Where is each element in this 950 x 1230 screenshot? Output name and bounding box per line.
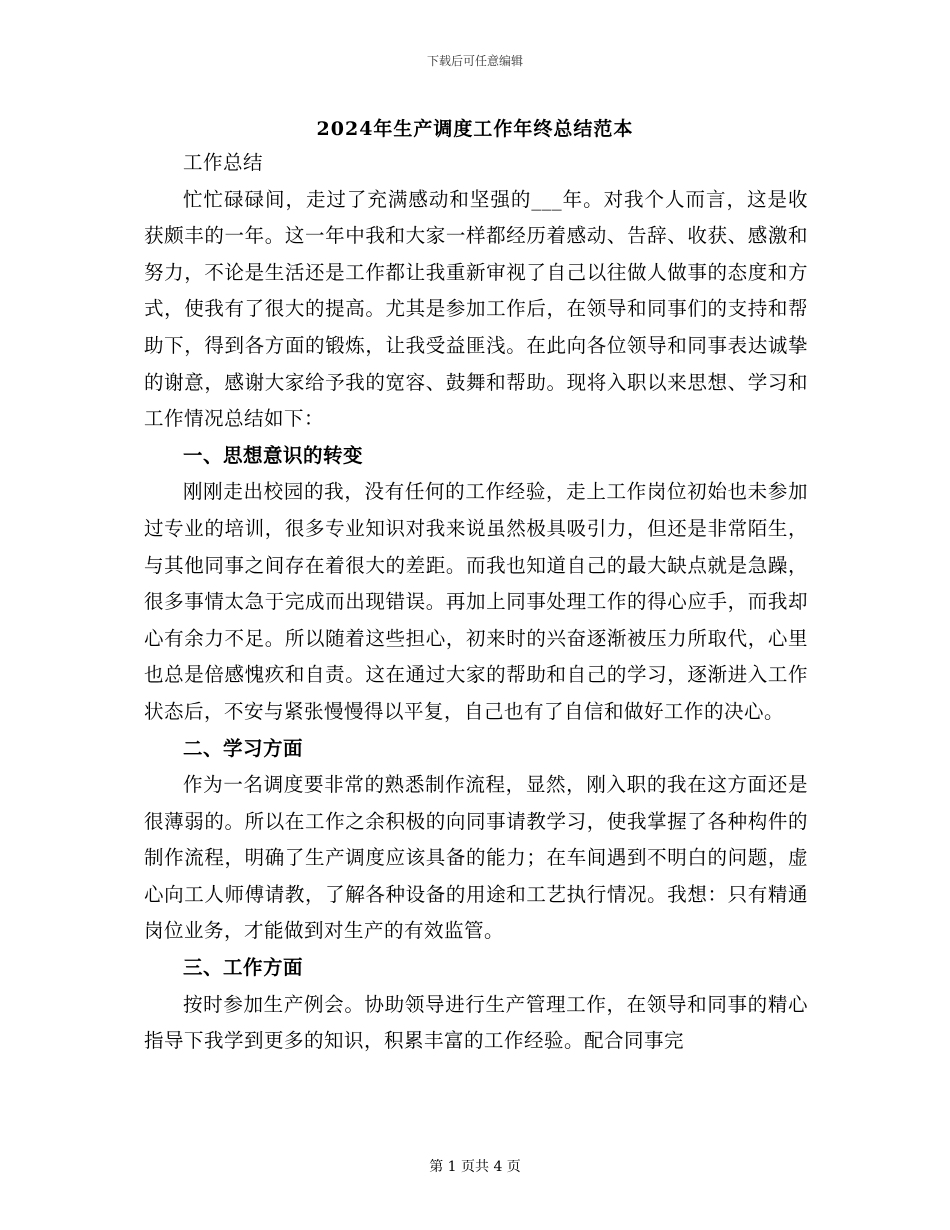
paragraph-learning: 作为一名调度要非常的熟悉制作流程，显然，刚入职的我在这方面还是很薄弱的。所以在工作之余积极的向同事请教学习，使我掌握了各种构件的制作流程，明确了生产调度应该具备的能力；在车间遇到不明白的问题，虚心向工人师傅请教，了解各种设备的用途和工艺执行情况。我想：只有精通岗位业务，才能做到对生产的有效监管。 xyxy=(144,773,808,943)
header-note: 下载后可任意编辑 xyxy=(426,54,523,68)
section-label: 工作总结 xyxy=(183,151,264,174)
section-heading-1: 一、思想意识的转变 xyxy=(183,443,364,467)
page-number: 第 1 页共 4 页 xyxy=(429,1159,521,1175)
section-heading-2: 二、学习方面 xyxy=(183,736,304,760)
document-title: 2024年生产调度工作年终总结范本 xyxy=(316,118,634,140)
paragraph-work: 按时参加生产例会。协助领导进行生产管理工作，在领导和同事的精心指导下我学到更多的知识，积累丰富的工作经验。配合同事完 xyxy=(144,992,808,1053)
document-body xyxy=(144,145,808,1060)
intro-paragraph: 忙忙碌碌间，走过了充满感动和坚强的___年。对我个人而言，这是收获颇丰的一年。这一年中我和大家一样都经历着感动、告辞、收获、感激和努力，不论是生活还是工作都让我重新审视了自己以往做人做事的态度和方式，使我有了很大的提高。尤其是参加工作后，在领导和同事们的支持和帮助下，得到各方面的锻炼，让我受益匪浅。在此向各位领导和同事表达诚挚的谢意，感谢大家给予我的宽容、鼓舞和帮助。现将入职以来思想、学习和工作情况总结如下： xyxy=(144,187,808,431)
paragraph-thinking: 刚刚走出校园的我，没有任何的工作经验，走上工作岗位初始也未参加过专业的培训，很多专业知识对我来说虽然极具吸引力，但还是非常陌生，与其他同事之间存在着很大的差距。而我也知道自己的最大缺点就是急躁，很多事情太急于完成而出现错误。再加上同事处理工作的得心应手，而我却心有余力不足。所以随着这些担心，初来时的兴奋逐渐被压力所取代，心里也总是倍感愧疚和自责。这在通过大家的帮助和自己的学习，逐渐进入工作状态后，不安与紧张慢慢得以平复，自己也有了自信和做好工作的决心。 xyxy=(144,480,808,723)
section-heading-3: 三、工作方面 xyxy=(183,956,304,980)
